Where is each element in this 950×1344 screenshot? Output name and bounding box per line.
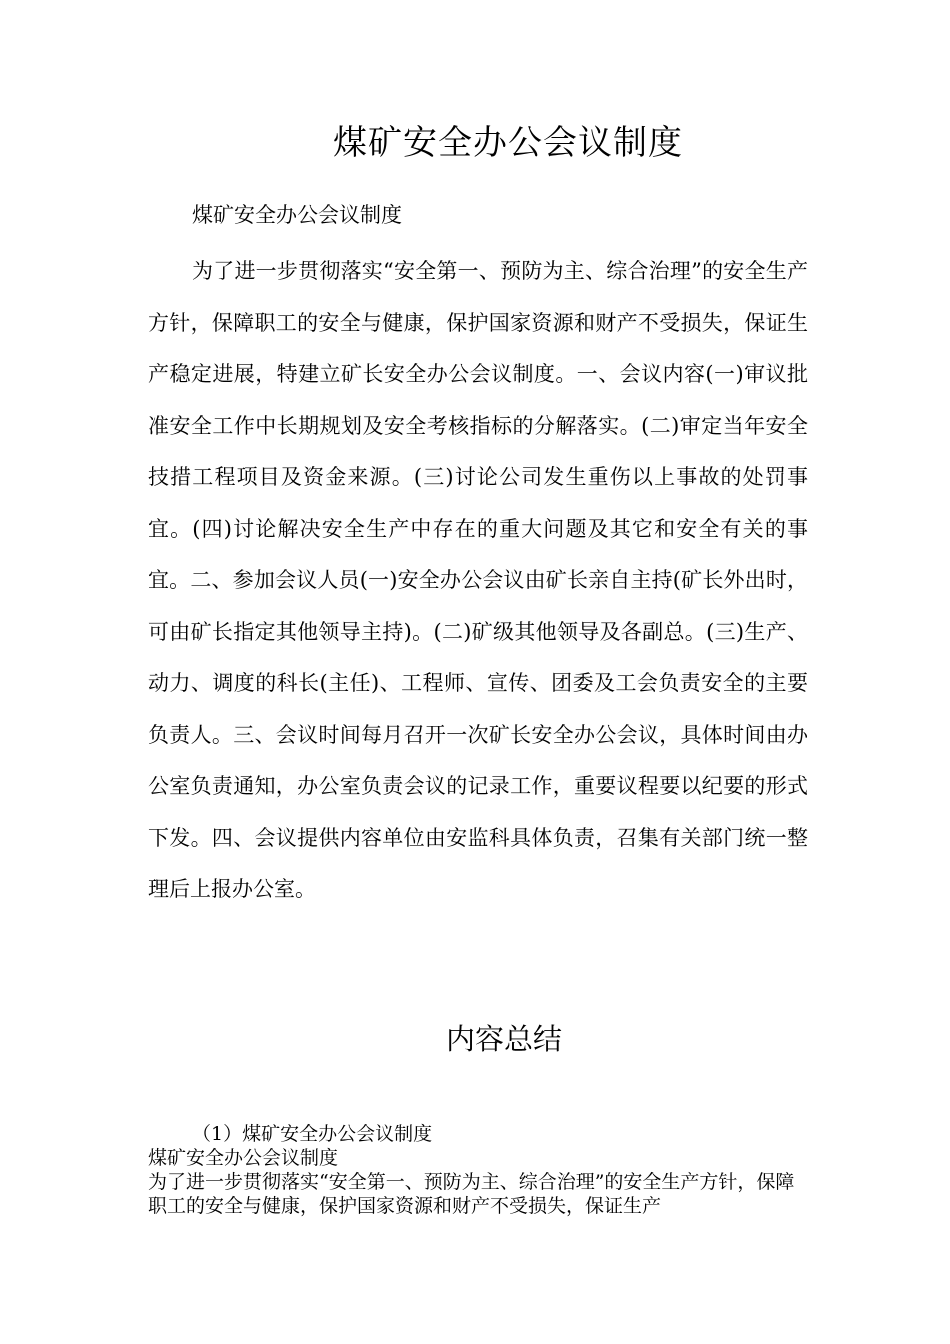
document-body-paragraph: 为了进一步贯彻落实“安全第一、预防为主、综合治理”的安全生产方针，保障职工的安全与健康，保护国家资源和财产不受损失，保证生产稳定进展，特建立矿长安全办公会议制度。一、会议内容(一)审议批准安全工作中长期规划及安全考核指标的分解落实。(二)审定当年安全技措工程项目及资金来源。(三)讨论公司发生重伤以上事故的处罚事宜。(四)讨论解决安全生产中存在的重大问题及其它和安全有关的事宜。二、参加会议人员(一)安全办公会议由矿长亲自主持(矿长外出时，可由矿长指定其他领导主持)。(二)矿级其他领导及各副总。(三)生产、动力、调度的科长(主任)、工程师、宣传、团委及工会负责安全的主要负责人。三、会议时间每月召开一次矿长安全办公会议，具体时间由办公室负责通知，办公室负责会议的记录工作，重要议程要以纪要的形式下发。四、会议提供内容单位由安监科具体负责，召集有关部门统一整理后上报办公室。 <box>148 259 808 901</box>
summary-block <box>148 1122 798 1218</box>
summary-item-text: 为了进一步贯彻落实“安全第一、预防为主、综合治理”的安全生产方针，保障职工的安全与健康，保护国家资源和财产不受损失，保证生产 <box>148 1171 795 1217</box>
document-subtitle: 煤矿安全办公会议制度 <box>192 203 402 227</box>
summary-item-title: （1）煤矿安全办公会议制度 <box>192 1123 433 1145</box>
document-title: 煤矿安全办公会议制度 <box>333 123 683 163</box>
summary-item-subtitle: 煤矿安全办公会议制度 <box>148 1147 339 1169</box>
summary-heading: 内容总结 <box>445 1022 562 1056</box>
